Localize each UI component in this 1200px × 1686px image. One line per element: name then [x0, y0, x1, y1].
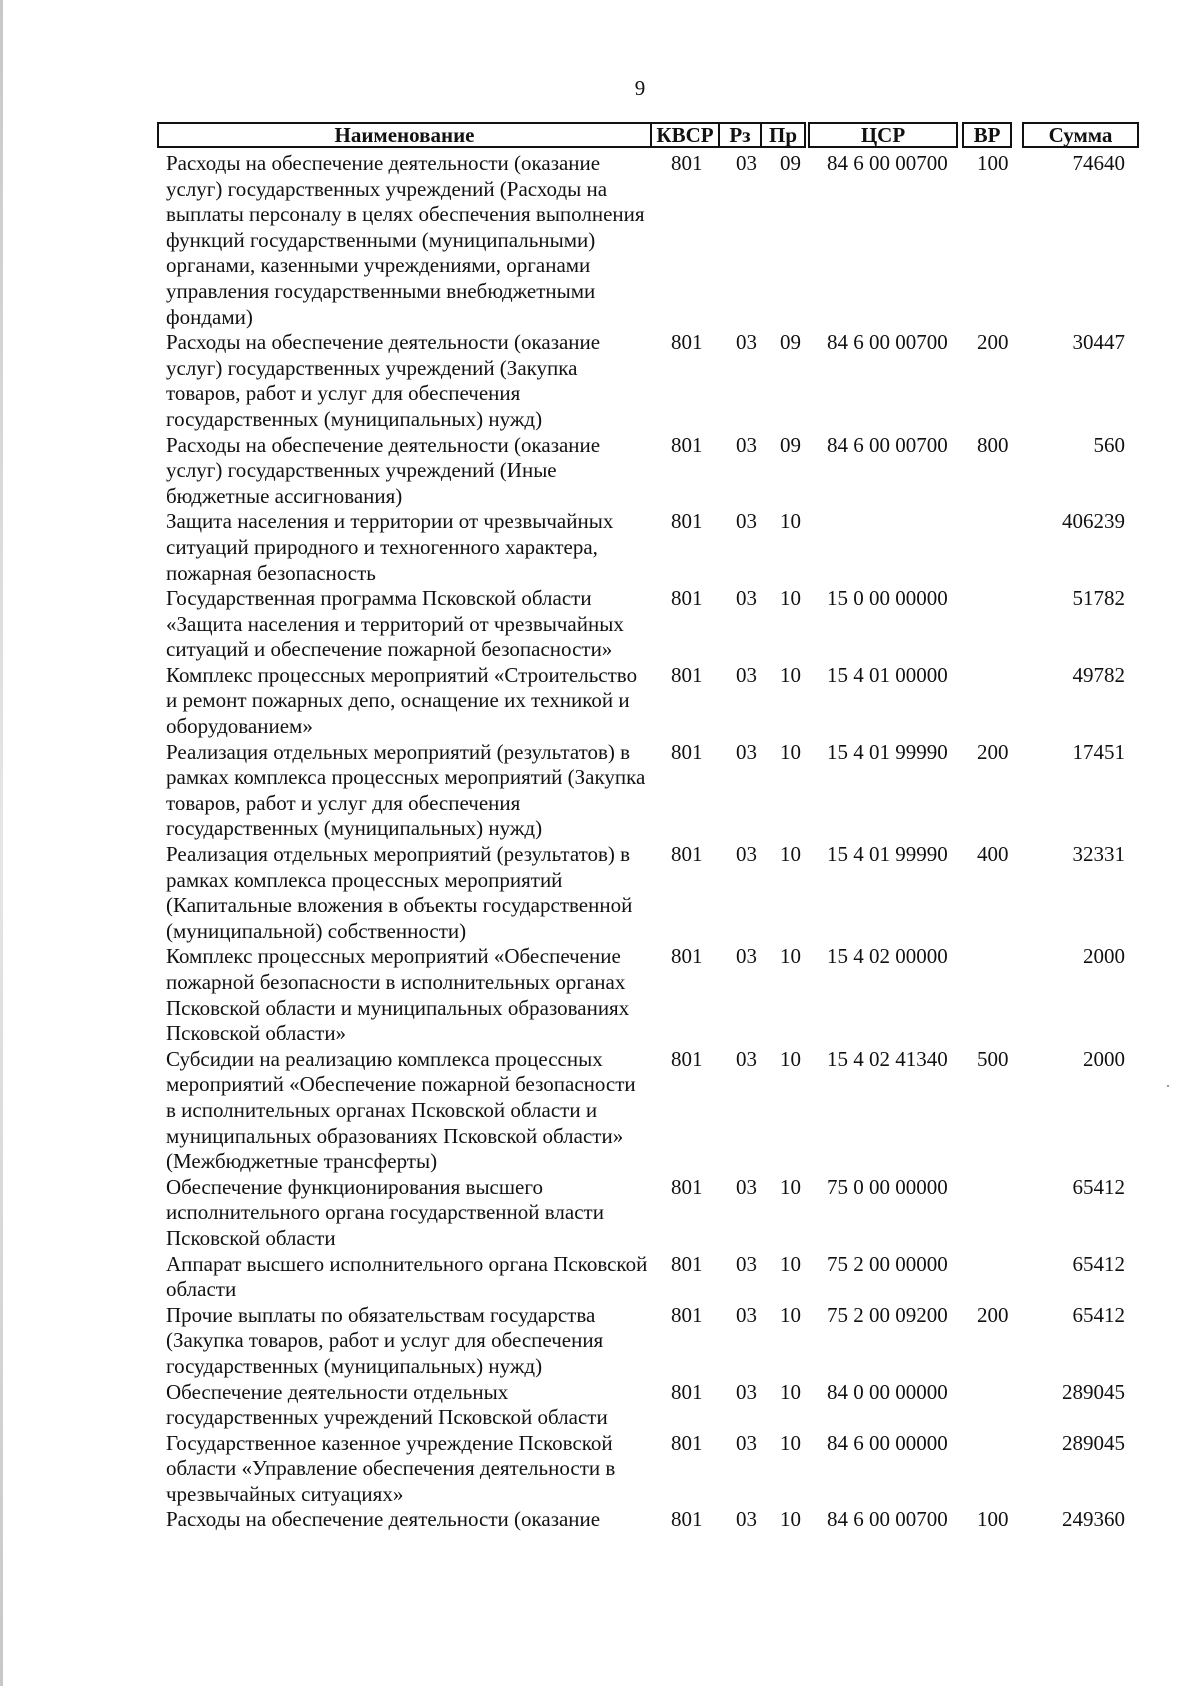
- cell-name: Обеспечение деятельности отдельных государственных учреждений Псковской области: [166, 1379, 608, 1430]
- cell-kvsr: 801: [671, 1430, 703, 1455]
- cell-name: Государственная программа Псковской области «Защита населения и территорий от чрезвычайных ситуаций и обеспечение пожарной безопасности»: [166, 586, 624, 662]
- cell-rz: 03: [736, 151, 757, 175]
- header-name: Наименование: [157, 122, 652, 148]
- cell-pr: 10: [780, 1507, 801, 1532]
- cell-pr: 10: [780, 1302, 801, 1327]
- cell-sum: 65412: [1072, 1174, 1125, 1199]
- cell-pr: 10: [780, 842, 801, 867]
- table-row: [0, 1507, 1200, 1533]
- table-row: [0, 842, 1200, 944]
- cell-csr: 15 4 01 99990: [827, 739, 948, 764]
- cell-sum: 32331: [1072, 842, 1125, 867]
- table-row: [0, 433, 1200, 510]
- table-row: [0, 1047, 1200, 1175]
- table-row: [0, 944, 1200, 1046]
- cell-pr: 10: [780, 662, 801, 687]
- cell-rz: 03: [736, 944, 757, 969]
- cell-csr: 84 6 00 00000: [827, 1430, 948, 1455]
- cell-rz: 03: [736, 586, 757, 611]
- cell-rz: 03: [736, 1251, 757, 1276]
- cell-csr: 84 0 00 00000: [827, 1379, 948, 1404]
- cell-name: Комплекс процессных мероприятий «Обеспечение пожарной безопасности в исполнительных органах Псковской области и муниципальных образованиях Псковской области»: [166, 944, 630, 1046]
- table-row: [0, 586, 1200, 663]
- table-row: [0, 1431, 1200, 1508]
- cell-csr: 15 0 00 00000: [827, 586, 948, 611]
- cell-name: Аппарат высшего исполнительного органа Псковской области: [166, 1251, 648, 1302]
- cell-kvsr: 801: [671, 509, 703, 534]
- cell-kvsr: 801: [671, 662, 703, 687]
- header-csr: ЦСР: [808, 122, 958, 148]
- cell-name: Реализация отдельных мероприятий (результатов) в рамках комплекса процессных мероприятий (Закупка товаров, работ и услуг для обеспечения государственных (муниципальных) нужд): [166, 739, 646, 841]
- header-rz: Рз: [718, 122, 762, 148]
- cell-pr: 10: [780, 944, 801, 969]
- cell-pr: 10: [780, 1046, 801, 1071]
- cell-pr: 10: [780, 1251, 801, 1276]
- cell-rz: 03: [736, 842, 757, 867]
- cell-kvsr: 801: [671, 586, 703, 611]
- cell-kvsr: 801: [671, 739, 703, 764]
- cell-sum: 51782: [1072, 586, 1125, 611]
- cell-vr: 500: [977, 1046, 1009, 1071]
- cell-csr: 84 6 00 00700: [827, 330, 948, 355]
- cell-name: Прочие выплаты по обязательствам государства (Закупка товаров, работ и услуг для обеспечения государственных (муниципальных) нужд): [166, 1302, 604, 1378]
- cell-pr: 10: [780, 1379, 801, 1404]
- cell-csr: 84 6 00 00700: [827, 1507, 948, 1532]
- table-row: [0, 1252, 1200, 1303]
- cell-sum: 289045: [1062, 1430, 1125, 1455]
- cell-name: Комплекс процессных мероприятий «Строительство и ремонт пожарных депо, оснащение их техникой и оборудованием»: [166, 662, 638, 739]
- cell-vr: 200: [977, 739, 1009, 764]
- cell-rz: 03: [736, 1174, 757, 1199]
- cell-pr: 10: [780, 1174, 801, 1199]
- cell-sum: 17451: [1072, 739, 1125, 764]
- table-header: [157, 122, 1139, 151]
- cell-kvsr: 801: [671, 330, 703, 355]
- cell-vr: 800: [977, 432, 1009, 457]
- cell-pr: 10: [780, 1430, 801, 1455]
- cell-vr: 200: [977, 330, 1009, 355]
- table-body: [0, 151, 1200, 1533]
- cell-csr: 15 4 01 99990: [827, 842, 948, 867]
- header-pr: Пр: [760, 122, 806, 148]
- cell-rz: 03: [736, 1302, 757, 1327]
- cell-pr: 10: [780, 739, 801, 764]
- page-number: 9: [634, 76, 646, 100]
- cell-csr: 84 6 00 00700: [827, 151, 948, 175]
- cell-name: Обеспечение функционирования высшего исполнительного органа государственной власти Псковской области: [166, 1174, 604, 1250]
- cell-rz: 03: [736, 330, 757, 355]
- cell-sum: 65412: [1072, 1302, 1125, 1327]
- cell-sum: 74640: [1072, 151, 1125, 175]
- cell-pr: 10: [780, 586, 801, 611]
- cell-sum: 560: [1093, 432, 1125, 457]
- cell-csr: 75 0 00 00000: [827, 1174, 948, 1199]
- cell-kvsr: 801: [671, 1302, 703, 1327]
- header-vr: ВР: [962, 122, 1012, 148]
- cell-name: Реализация отдельных мероприятий (результатов) в рамках комплекса процессных мероприятий (Капитальные вложения в объекты государственной (муниципальной) собственности): [166, 842, 633, 943]
- cell-pr: 09: [780, 151, 801, 175]
- table-row: [0, 1303, 1200, 1380]
- cell-sum: 30447: [1072, 330, 1125, 355]
- cell-csr: 15 4 02 41340: [827, 1046, 948, 1071]
- cell-rz: 03: [736, 1507, 757, 1532]
- cell-csr: 15 4 02 00000: [827, 944, 948, 969]
- cell-name: Государственное казенное учреждение Псковской области «Управление обеспечения деятельности в чрезвычайных ситуациях»: [166, 1430, 616, 1506]
- cell-rz: 03: [736, 1046, 757, 1071]
- cell-csr: 75 2 00 09200: [827, 1302, 948, 1327]
- cell-csr: 75 2 00 00000: [827, 1251, 948, 1276]
- cell-rz: 03: [736, 739, 757, 764]
- cell-kvsr: 801: [671, 842, 703, 867]
- cell-sum: 49782: [1072, 662, 1125, 687]
- cell-kvsr: 801: [671, 944, 703, 969]
- cell-kvsr: 801: [671, 1251, 703, 1276]
- cell-kvsr: 801: [671, 1046, 703, 1071]
- cell-kvsr: 801: [671, 151, 703, 175]
- header-sum: Сумма: [1022, 122, 1139, 148]
- cell-vr: 200: [977, 1302, 1009, 1327]
- table-row: [0, 740, 1200, 842]
- cell-rz: 03: [736, 509, 757, 534]
- cell-pr: 10: [780, 509, 801, 534]
- table-row: [0, 330, 1200, 432]
- table-row: [0, 663, 1200, 740]
- cell-name: Защита населения и территории от чрезвычайных ситуаций природного и техногенного характера, пожарная безопасность: [166, 509, 614, 585]
- cell-pr: 09: [780, 330, 801, 355]
- cell-pr: 09: [780, 432, 801, 457]
- table-row: [0, 1175, 1200, 1252]
- cell-vr: 100: [977, 1507, 1009, 1532]
- cell-rz: 03: [736, 432, 757, 457]
- cell-name: Расходы на обеспечение деятельности (оказание услуг) государственных учреждений (Закупка товаров, работ и услуг для обеспечения государственных (муниципальных) нужд): [166, 330, 601, 431]
- cell-kvsr: 801: [671, 1174, 703, 1199]
- cell-rz: 03: [736, 662, 757, 687]
- cell-vr: 100: [977, 151, 1009, 175]
- cell-name: Расходы на обеспечение деятельности (оказание: [166, 1507, 601, 1532]
- cell-vr: 400: [977, 842, 1009, 867]
- cell-sum: 65412: [1072, 1251, 1125, 1276]
- cell-sum: 2000: [1083, 944, 1125, 969]
- table-row: [0, 1380, 1200, 1431]
- cell-name: Расходы на обеспечение деятельности (оказание услуг) государственных учреждений (Расходы на выплаты персоналу в целях обеспечения выполнения функций государственными (муниципальными) органами, казенными учреждениями, органами управления государственными внебюджетными фондами): [166, 151, 645, 329]
- cell-csr: 15 4 01 00000: [827, 662, 948, 687]
- cell-name: Субсидии на реализацию комплекса процессных мероприятий «Обеспечение пожарной безопасности в исполнительных органах Псковской области и муниципальных образованиях Псковской области» (Межбюджетные трансферты): [166, 1046, 636, 1174]
- cell-csr: 84 6 00 00700: [827, 432, 948, 457]
- cell-sum: 289045: [1062, 1379, 1125, 1404]
- cell-kvsr: 801: [671, 1379, 703, 1404]
- cell-rz: 03: [736, 1430, 757, 1455]
- cell-sum: 2000: [1083, 1046, 1125, 1071]
- cell-name: Расходы на обеспечение деятельности (оказание услуг) государственных учреждений (Иные бюджетные ассигнования): [166, 432, 601, 508]
- cell-sum: 249360: [1062, 1507, 1125, 1532]
- header-kvsr: КВСР: [650, 122, 720, 148]
- cell-sum: 406239: [1062, 509, 1125, 534]
- cell-rz: 03: [736, 1379, 757, 1404]
- cell-kvsr: 801: [671, 1507, 703, 1532]
- table-row: [0, 509, 1200, 586]
- table-row: [0, 151, 1200, 330]
- cell-kvsr: 801: [671, 432, 703, 457]
